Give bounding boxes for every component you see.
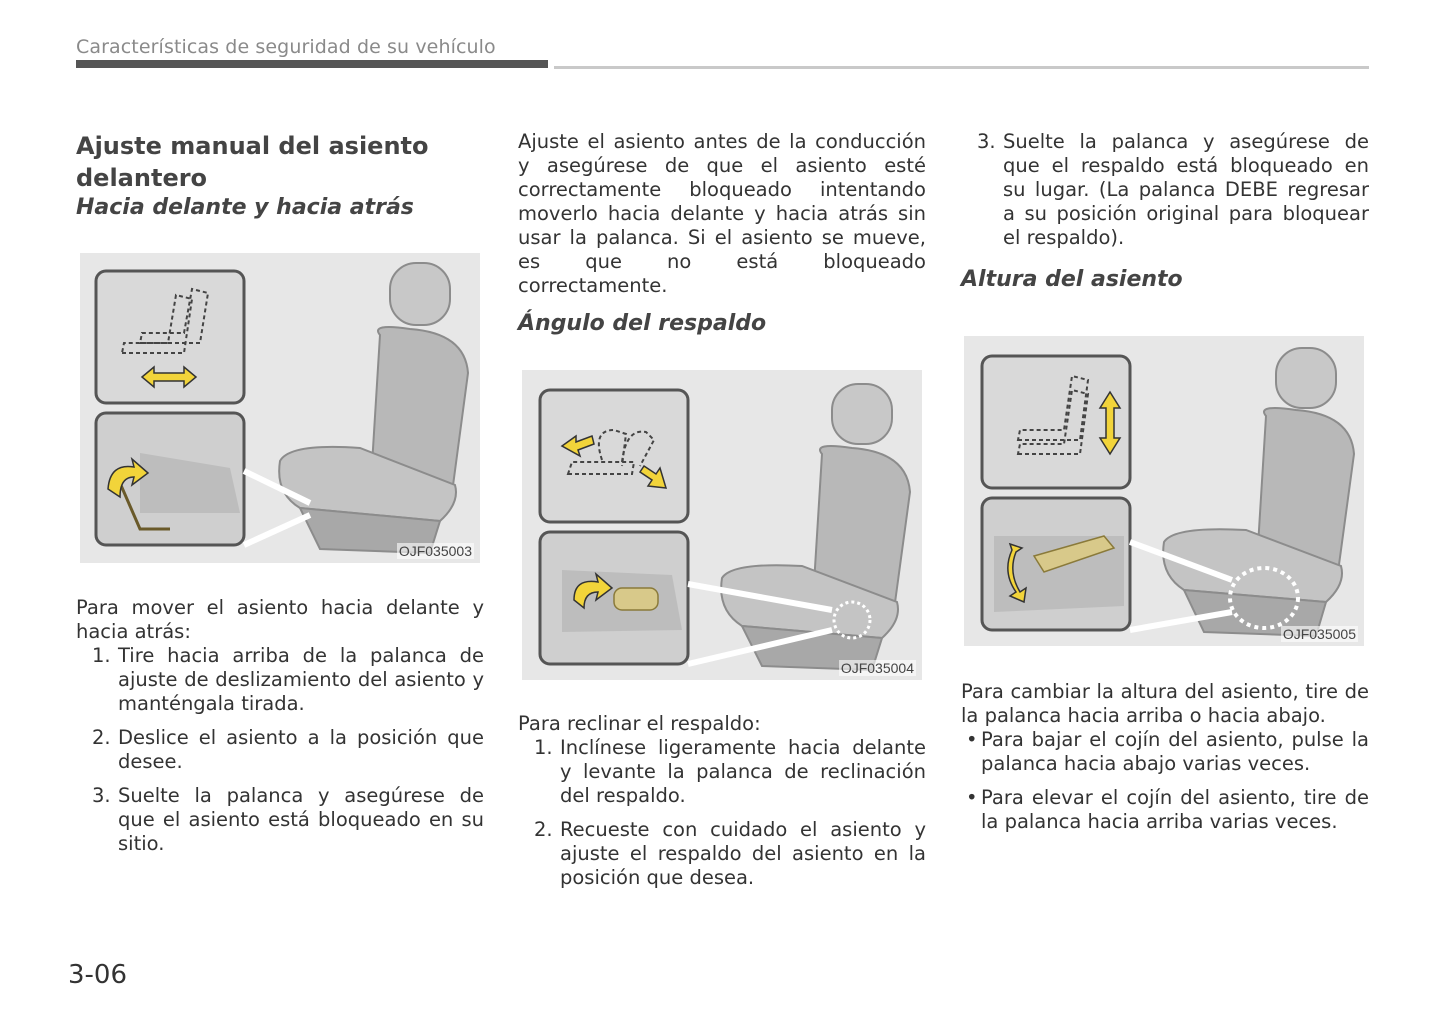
bullet: • [966, 786, 978, 809]
subtitle-seat-height: Altura del asiento [961, 267, 1183, 292]
seat-illustration [1163, 348, 1354, 636]
column-3-body [961, 680, 1369, 844]
page-number: 3-06 [68, 960, 128, 990]
bullet-text: Para elevar el cojín del asiento, tire de la palanca hacia arriba varias veces. [981, 786, 1369, 833]
step-text: Inclínese ligeramente hacia delante y levante la palanca de reclinación del respaldo. [560, 736, 926, 807]
column-1 [76, 130, 484, 222]
lever [614, 588, 658, 610]
subtitle-backrest-angle: Ángulo del respaldo [518, 311, 767, 336]
lead-paragraph: Para reclinar el respaldo: [518, 712, 761, 735]
list-item [76, 644, 484, 716]
seat-illustration [279, 263, 468, 553]
section-title-line1: Ajuste manual del asiento [76, 132, 429, 160]
inset-motion-panel [540, 390, 688, 522]
step-number: 2. [534, 818, 553, 841]
list-item [76, 726, 484, 774]
section-title [76, 130, 484, 194]
bullet-text: Para bajar el cojín del asiento, pulse la palanca hacia abajo varias veces. [981, 728, 1369, 775]
column-2 [518, 130, 926, 338]
list-item [76, 784, 484, 856]
step-text: Suelte la palanca y asegúrese de que el respaldo está bloqueado en su lugar. (La palanca DEBE regresar a su posición original para bloquear el respaldo). [1003, 130, 1369, 249]
figure-code: OJF035005 [1282, 626, 1356, 642]
figure-backrest-angle [522, 370, 922, 680]
steps-list [518, 736, 926, 890]
step-text: Tire hacia arriba de la palanca de ajuste de deslizamiento del asiento y manténgala tirada. [118, 644, 484, 715]
header-bar-light [554, 66, 1369, 69]
step-number: 3. [977, 130, 996, 153]
header-bar-dark [76, 60, 548, 68]
step-number: 3. [92, 784, 111, 807]
list-item [961, 786, 1369, 834]
bullet: • [966, 728, 978, 751]
running-header: Características de seguridad de su vehículo [76, 36, 496, 58]
step-number: 1. [92, 644, 111, 667]
list-item [518, 736, 926, 808]
bullet-list [961, 728, 1369, 834]
intro-paragraph: Ajuste el asiento antes de la conducción y asegúrese de que el asiento esté correctamente bloqueado intentando moverlo hacia delante y hacia atrás sin usar la palanca. Si el asiento se mueve, es que no está bloqueado correctamente. [518, 130, 926, 297]
column-1-body [76, 596, 484, 866]
intro-paragraph: Para mover el asiento hacia delante y hacia atrás: [76, 596, 484, 643]
list-item [961, 728, 1369, 776]
list-item [518, 818, 926, 890]
seat-illustration [721, 384, 910, 670]
figure-code: OJF035004 [840, 660, 914, 676]
list-item [961, 130, 1369, 250]
column-3 [961, 130, 1369, 294]
step-text: Recueste con cuidado el asiento y ajuste el respaldo del asiento en la posición que desea. [560, 818, 926, 889]
section-title-line2: delantero [76, 164, 208, 192]
figure-code: OJF035003 [398, 543, 472, 559]
figure-seat-slide [80, 253, 480, 563]
steps-list [961, 130, 1369, 250]
column-2-body [518, 712, 926, 900]
step-text: Suelte la palanca y asegúrese de que el asiento está bloqueado en su sitio. [118, 784, 484, 855]
steps-list [76, 644, 484, 856]
figure-seat-height [964, 336, 1364, 646]
step-text: Deslice el asiento a la posición que desee. [118, 726, 484, 773]
intro-paragraph: Para cambiar la altura del asiento, tire de la palanca hacia arriba o hacia abajo. [961, 680, 1369, 727]
step-number: 1. [534, 736, 553, 759]
step-number: 2. [92, 726, 111, 749]
subtitle-forward-backward: Hacia delante y hacia atrás [76, 195, 414, 220]
